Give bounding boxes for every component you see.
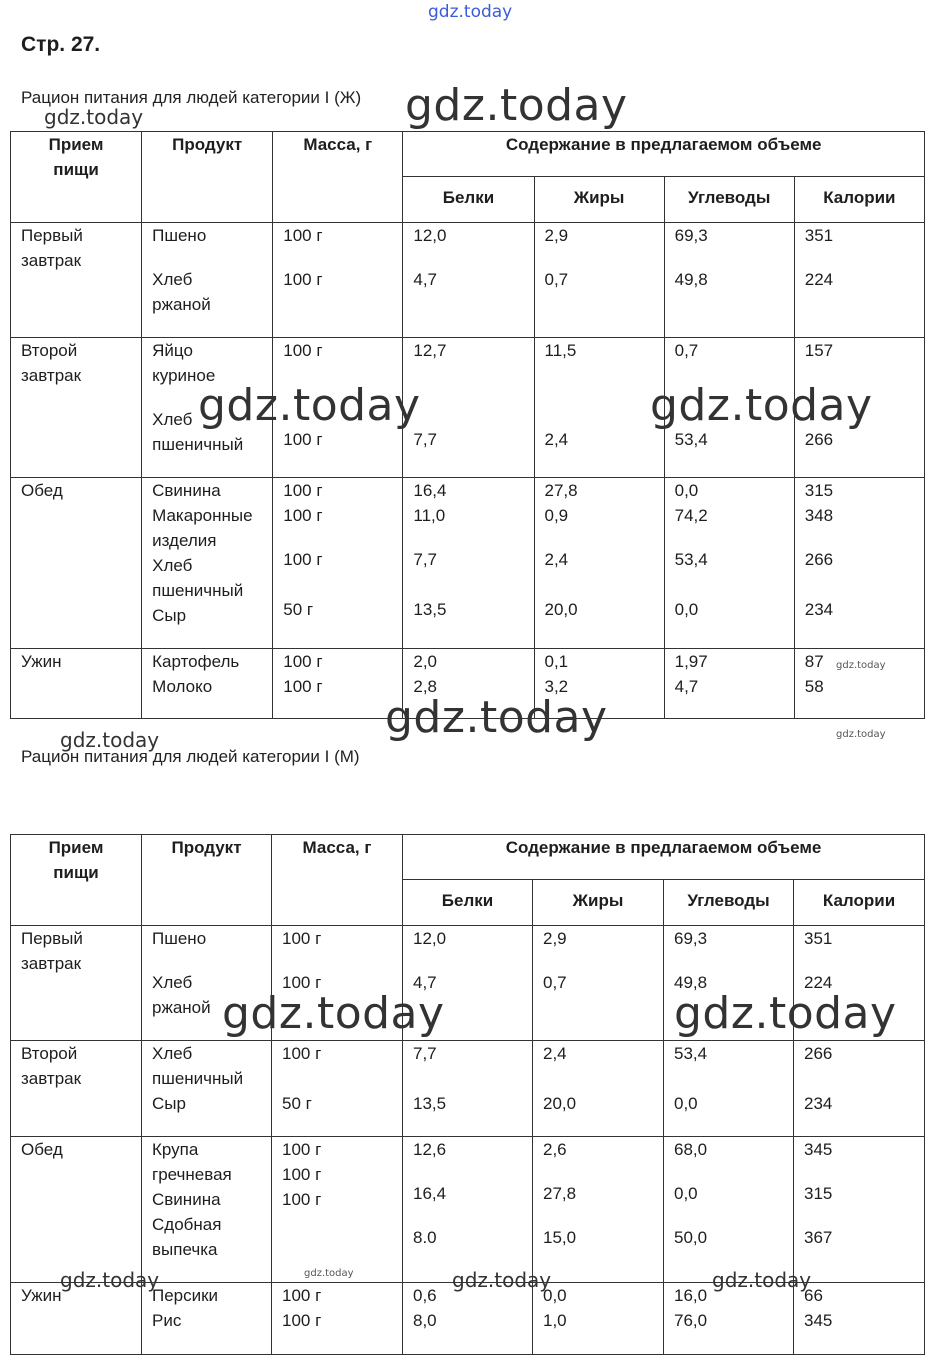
header-product: Продукт [142,835,272,926]
meal-cell: Первый завтрак [11,926,142,1041]
header-meal: Прием пищи [11,132,142,223]
table1-caption: Рацион питания для людей категории I (Ж) [21,88,362,107]
meal-cell: Ужин [11,649,142,719]
meal-cell: Первый завтрак [11,223,142,338]
proteins-cell: 12,0 4,7 [403,223,534,338]
meal-cell: Обед [11,1137,142,1283]
meal-cell: Второй завтрак [11,338,142,478]
carbs-cell: 68,0 0,0 50,0 [664,1137,794,1283]
table2 [10,834,925,1355]
carbs-cell: 0,7 53,4 [664,338,794,478]
watermark: gdz.today [385,692,608,743]
proteins-cell: 12,0 4,7 [403,926,533,1041]
fats-cell: 2,6 27,8 15,0 [533,1137,664,1283]
carbs-cell: 53,4 0,0 [664,1041,794,1137]
watermark: gdz.today [712,1268,812,1292]
header-calories: Калории [794,880,925,926]
mass-cell: 100 г 100 г [272,1283,403,1355]
watermark: gdz.today [198,380,421,431]
mass-cell: 100 г 50 г [272,1041,403,1137]
calories-cell: 345 315 367 [794,1137,925,1283]
mass-cell: 100 г 100 г 100 г [272,1137,403,1283]
table-row [11,649,925,719]
carbs-cell: 1,97 4,7 [664,649,794,719]
product-cell: Пшено Хлеб ржаной [142,223,273,338]
carbs-cell: 69,3 49,8 [664,223,794,338]
watermark: gdz.today [44,105,144,129]
calories-cell: 157 266 [794,338,924,478]
table-row [11,1283,925,1355]
header-calories: Калории [794,177,924,223]
watermark-top: gdz.today [428,2,513,22]
calories-cell: 87 58 [794,649,924,719]
header-carbs: Углеводы [664,880,794,926]
meal-cell: Ужин [11,1283,142,1355]
calories-cell: 351 224 [794,223,924,338]
page-title: Стр. 27. [21,33,101,56]
calories-cell: 66 345 [794,1283,925,1355]
product-cell: Пшено Хлеб ржаной [142,926,272,1041]
fats-cell: 11,5 2,4 [534,338,664,478]
watermark: gdz.today [60,1268,160,1292]
header-fats: Жиры [534,177,664,223]
calories-cell: 315 348 266 234 [794,478,924,649]
watermark: gdz.today [452,1268,552,1292]
carbs-cell: 0,0 74,2 53,4 0,0 [664,478,794,649]
watermark: gdz.today [222,988,445,1039]
meal-cell: Второй завтрак [11,1041,142,1137]
header-mass: Масса, г [273,132,403,223]
product-cell: Картофель Молоко [142,649,273,719]
mass-cell: 100 г 100 г [272,926,403,1041]
header-content: Содержание в предлагаемом объеме [403,835,925,880]
proteins-cell: 12,6 16,4 8.0 [403,1137,533,1283]
meal-cell: Обед [11,478,142,649]
product-cell: Свинина Макаронные изделия Хлеб пшеничный Сыр [142,478,273,649]
watermark: gdz.today [405,80,628,131]
fats-cell: 2,9 0,7 [534,223,664,338]
table-row [11,478,925,649]
header-proteins: Белки [403,880,533,926]
header-meal: Прием пищи [11,835,142,926]
fats-cell: 2,4 20,0 [533,1041,664,1137]
calories-cell: 351 224 [794,926,925,1041]
header-mass: Масса, г [272,835,403,926]
header-product: Продукт [142,132,273,223]
watermark: gdz.today [60,728,160,752]
table-row [11,1041,925,1137]
table2-caption: Рацион питания для людей категории I (М) [21,747,360,766]
mass-cell: 100 г 100 г [273,649,403,719]
mass-cell: 100 г 100 г [273,338,403,478]
product-cell: Яйцо куриное Хлеб пшеничный [142,338,273,478]
header-fats: Жиры [533,880,664,926]
table-row [11,223,925,338]
header-carbs: Углеводы [664,177,794,223]
mass-cell: 100 г 100 г 100 г 50 г [273,478,403,649]
table-row [11,926,925,1041]
proteins-cell: 2,0 2,8 [403,649,534,719]
watermark: gdz.today [836,660,886,671]
proteins-cell: 16,4 11,0 7,7 13,5 [403,478,534,649]
proteins-cell: 12,7 7,7 [403,338,534,478]
header-proteins: Белки [403,177,534,223]
product-cell: Крупа гречневая Свинина Сдобная выпечка [142,1137,272,1283]
fats-cell: 2,9 0,7 [533,926,664,1041]
table-row [11,338,925,478]
fats-cell: 27,8 0,9 2,4 20,0 [534,478,664,649]
mass-cell: 100 г 100 г [273,223,403,338]
carbs-cell: 16,0 76,0 [664,1283,794,1355]
table1 [10,131,925,719]
watermark: gdz.today [304,1268,354,1279]
header-content: Содержание в предлагаемом объеме [403,132,925,177]
watermark: gdz.today [650,380,873,431]
product-cell: Хлеб пшеничный Сыр [142,1041,272,1137]
proteins-cell: 7,7 13,5 [403,1041,533,1137]
carbs-cell: 69,3 49,8 [664,926,794,1041]
fats-cell: 0,0 1,0 [533,1283,664,1355]
proteins-cell: 0,6 8,0 [403,1283,533,1355]
watermark: gdz.today [674,988,897,1039]
watermark: gdz.today [836,729,886,740]
table-row [11,1137,925,1283]
calories-cell: 266 234 [794,1041,925,1137]
product-cell: Персики Рис [142,1283,272,1355]
fats-cell: 0,1 3,2 [534,649,664,719]
